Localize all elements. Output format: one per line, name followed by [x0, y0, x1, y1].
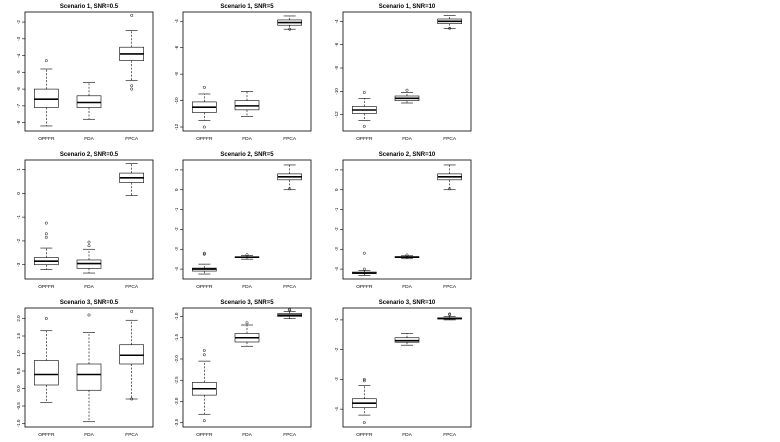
y-tick-label: -1.0 — [174, 312, 179, 321]
box-opffr — [192, 349, 216, 422]
boxplot-panel-1 — [0, 0, 160, 146]
box-fda — [77, 241, 101, 273]
y-tick-label: -0.5 — [16, 402, 21, 410]
boxplot-panel-8 — [158, 296, 318, 442]
outlier-point — [130, 310, 132, 312]
box-fda — [235, 254, 259, 260]
outlier-point — [88, 244, 90, 246]
outlier-point — [203, 354, 205, 356]
x-category-label: OPFFR — [38, 285, 55, 290]
box-fda — [77, 82, 101, 119]
outlier-point — [363, 268, 365, 270]
x-category-label: OPFFR — [196, 137, 213, 142]
boxplot-panel-2 — [158, 0, 318, 146]
y-tick-label: 1.5 — [16, 332, 21, 340]
y-tick-label: -4 — [174, 267, 179, 272]
box-fda — [395, 333, 419, 345]
box-opffr — [34, 317, 58, 402]
y-tick-label: -1.5 — [174, 333, 179, 342]
chart-title: Scenario 3, SNR=5 — [220, 300, 274, 306]
plot-frame — [25, 12, 153, 131]
y-tick-label: -6 — [334, 42, 339, 47]
box-fpca — [120, 310, 144, 400]
outlier-point — [88, 241, 90, 243]
y-tick-label: -2 — [334, 347, 339, 352]
box-fpca — [438, 16, 462, 30]
box-fda — [395, 254, 419, 259]
x-category-label: FDA — [402, 285, 412, 290]
y-tick-label: -2 — [334, 227, 339, 232]
iqr-box — [77, 364, 101, 390]
outlier-point — [363, 380, 365, 382]
y-tick-label: -3.5 — [174, 418, 179, 427]
outlier-point — [203, 86, 205, 88]
y-tick-label: -2.5 — [174, 376, 179, 385]
outlier-point — [130, 88, 132, 90]
chart-title: Scenario 1, SNR=5 — [220, 4, 274, 10]
box-opffr — [34, 59, 58, 126]
outlier-point — [45, 222, 47, 224]
y-tick-label: -4 — [334, 19, 339, 24]
box-fpca — [120, 164, 144, 196]
box-fda — [235, 322, 259, 347]
y-tick-label: -1.0 — [16, 419, 21, 428]
chart-title: Scenario 3, SNR=0.5 — [59, 300, 119, 306]
chart-title: Scenario 1, SNR=10 — [378, 4, 436, 10]
outlier-point — [363, 91, 365, 93]
x-category-label: FPCA — [283, 433, 297, 438]
box-fpca — [120, 14, 144, 90]
x-category-label: FDA — [84, 285, 94, 290]
box-fpca — [438, 165, 462, 190]
y-tick-label: -4 — [16, 53, 21, 58]
x-category-label: FDA — [402, 137, 412, 142]
y-tick-label: -4 — [334, 407, 339, 412]
chart-title: Scenario 1, SNR=0.5 — [59, 4, 119, 10]
x-category-label: OPFFR — [196, 285, 213, 290]
boxplot-panel-6 — [318, 148, 478, 294]
box-fpca — [438, 313, 462, 320]
outlier-point — [88, 314, 90, 316]
chart-title: Scenario 2, SNR=5 — [220, 152, 274, 158]
x-category-label: OPFFR — [38, 137, 55, 142]
y-tick-label: -1 — [16, 215, 21, 220]
y-tick-label: -5 — [16, 70, 21, 75]
boxplot-panel-3 — [318, 0, 478, 146]
y-tick-label: 0.0 — [16, 385, 21, 392]
y-tick-label: -6 — [174, 45, 179, 50]
y-tick-label: -8 — [174, 72, 179, 77]
outlier-point — [246, 322, 248, 324]
x-category-label: FPCA — [283, 137, 297, 142]
outlier-point — [130, 14, 132, 16]
iqr-box — [120, 345, 144, 364]
y-tick-label: 1 — [16, 168, 21, 171]
y-tick-label: -8 — [334, 65, 339, 71]
y-tick-label: 1 — [174, 168, 179, 172]
x-category-label: FPCA — [125, 285, 139, 290]
y-tick-label: 0 — [16, 192, 21, 195]
y-tick-label: 2.0 — [16, 315, 21, 322]
y-tick-label: -2 — [174, 227, 179, 232]
y-tick-label: -3 — [334, 247, 339, 252]
x-category-label: FPCA — [283, 285, 297, 290]
box-fda — [395, 89, 419, 103]
plot-frame — [183, 12, 311, 131]
box-fda — [235, 91, 259, 116]
y-tick-label: -3 — [174, 247, 179, 252]
outlier-point — [45, 59, 47, 61]
y-tick-label: 0.5 — [16, 367, 21, 375]
y-tick-label: -4 — [334, 267, 339, 272]
y-tick-label: -1 — [334, 317, 339, 322]
x-category-label: FDA — [84, 137, 94, 142]
outlier-point — [45, 236, 47, 238]
y-tick-label: -3.0 — [174, 397, 179, 406]
box-fpca — [278, 16, 302, 30]
box-opffr — [352, 91, 376, 127]
outlier-point — [45, 233, 47, 235]
x-category-label: FDA — [242, 433, 252, 438]
x-category-label: FDA — [84, 433, 94, 438]
x-category-label: FPCA — [443, 433, 457, 438]
y-tick-label: -3 — [334, 377, 339, 382]
outlier-point — [363, 125, 365, 127]
outlier-point — [363, 252, 365, 254]
outlier-point — [363, 421, 365, 423]
iqr-box — [34, 361, 58, 386]
chart-title: Scenario 3, SNR=10 — [378, 300, 436, 306]
box-fpca — [278, 308, 302, 319]
box-opffr — [352, 252, 376, 275]
outlier-point — [45, 317, 47, 319]
box-opffr — [192, 252, 216, 274]
box-opffr — [34, 222, 58, 270]
outlier-point — [406, 89, 408, 91]
boxplot-panel-7 — [0, 296, 160, 442]
x-category-label: FDA — [242, 137, 252, 142]
iqr-box — [77, 96, 101, 108]
y-tick-label: -2.0 — [174, 355, 179, 363]
outlier-point — [203, 419, 205, 421]
x-category-label: OPFFR — [196, 433, 213, 438]
y-tick-label: -3 — [16, 36, 21, 41]
outlier-point — [130, 85, 132, 87]
y-tick-label: -1 — [334, 207, 339, 212]
y-tick-label: -10 — [334, 88, 339, 95]
y-tick-label: 1 — [334, 168, 339, 172]
boxplot-panel-5 — [158, 148, 318, 294]
x-category-label: OPFFR — [356, 285, 373, 290]
y-tick-label: -1 — [174, 207, 179, 212]
chart-title: Scenario 2, SNR=0.5 — [59, 152, 119, 158]
x-category-label: FPCA — [443, 137, 457, 142]
y-tick-label: -12 — [334, 111, 339, 118]
y-tick-label: -3 — [16, 262, 21, 267]
x-category-label: OPFFR — [356, 433, 373, 438]
boxplot-panel-4 — [0, 148, 160, 294]
x-category-label: FDA — [242, 285, 252, 290]
y-tick-label: -7 — [16, 103, 21, 108]
x-category-label: OPFFR — [38, 433, 55, 438]
box-fda — [77, 314, 101, 422]
boxplot-panel-9 — [318, 296, 478, 442]
y-tick-label: 0 — [334, 188, 339, 192]
iqr-box — [34, 89, 58, 107]
y-tick-label: 1.0 — [16, 350, 21, 357]
plot-frame — [343, 308, 471, 427]
y-tick-label: 0 — [174, 188, 179, 192]
box-opffr — [352, 378, 376, 424]
y-tick-label: -2 — [16, 20, 21, 25]
y-tick-label: -8 — [16, 120, 21, 125]
x-category-label: FPCA — [443, 285, 457, 290]
box-opffr — [192, 86, 216, 128]
outlier-point — [203, 126, 205, 128]
x-category-label: FPCA — [125, 137, 139, 142]
x-category-label: FPCA — [125, 433, 139, 438]
y-tick-label: -10 — [174, 97, 179, 104]
box-fpca — [278, 165, 302, 190]
chart-title: Scenario 2, SNR=10 — [378, 152, 436, 158]
y-tick-label: -6 — [16, 87, 21, 92]
y-tick-label: -12 — [174, 123, 179, 131]
x-category-label: OPFFR — [356, 137, 373, 142]
y-tick-label: -2 — [16, 238, 21, 243]
y-tick-label: -4 — [174, 19, 179, 24]
outlier-point — [203, 349, 205, 351]
x-category-label: FDA — [402, 433, 412, 438]
